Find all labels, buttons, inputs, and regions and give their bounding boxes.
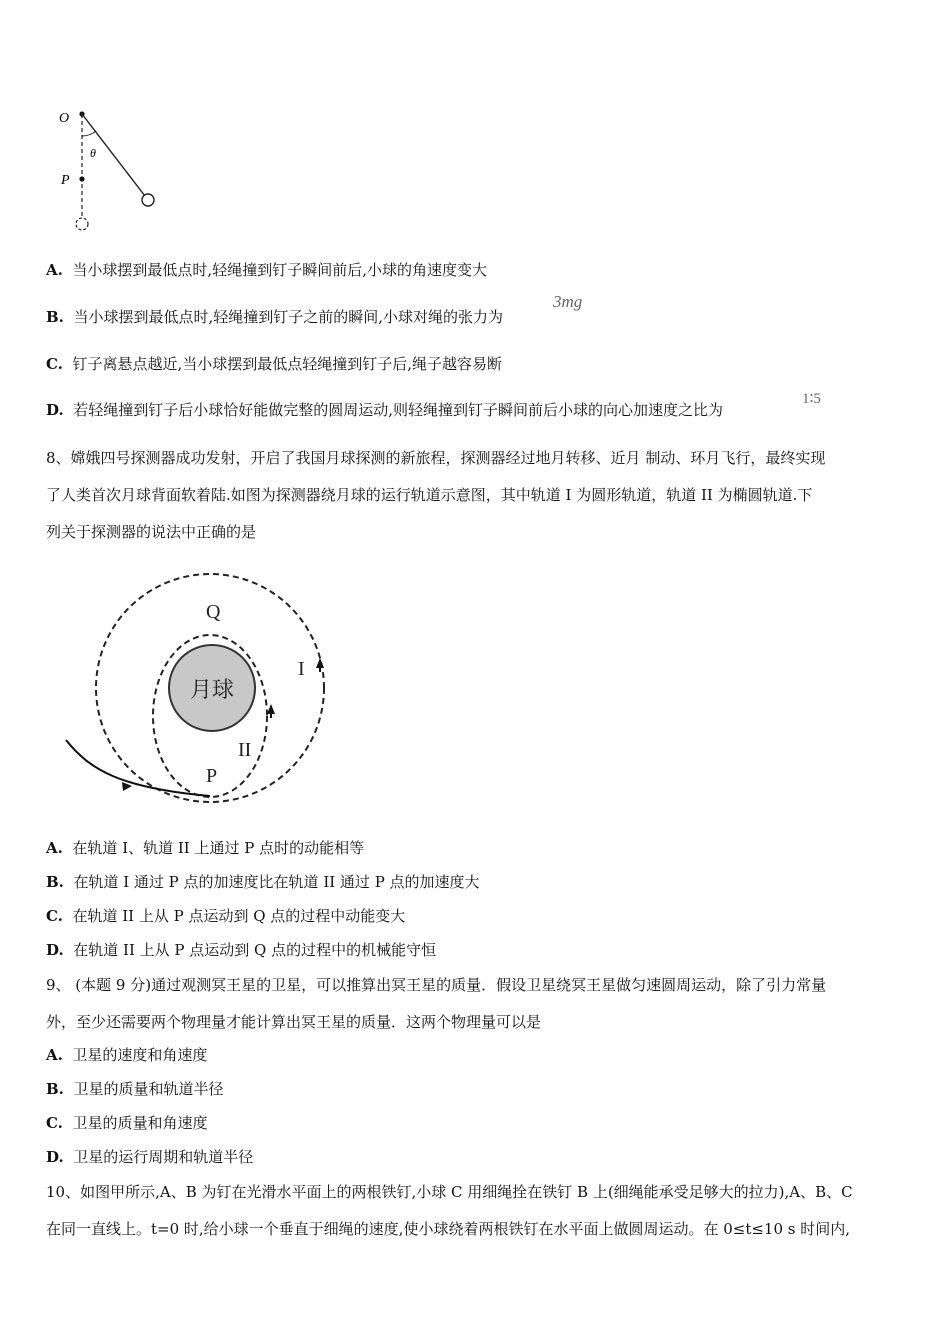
q8-option-a: A. 在轨道 I、轨道 II 上通过 P 点时的动能相等 — [46, 839, 365, 857]
q8-option-c: C. 在轨道 II 上从 P 点运动到 Q 点的过程中动能变大 — [46, 907, 406, 925]
q8-stem-line-2: 了人类首次月球背面软着陆.如图为探测器绕月球的运行轨道示意图，其中轨道 I 为圆形轨道，轨道 II 为椭圆轨道.下 — [46, 486, 813, 504]
q9-option-a-text: 卫星的速度和角速度 — [72, 1046, 208, 1064]
q7-option-a-text: 当小球摆到最低点时,轻绳撞到钉子瞬间前后,小球的角速度变大 — [72, 261, 487, 279]
label-theta: θ — [90, 146, 96, 160]
q9-option-d: D. 卫星的运行周期和轨道半径 — [46, 1148, 254, 1166]
q7-option-c: C. 钉子离悬点越近,当小球摆到最低点轻绳撞到钉子后,绳子越容易断 — [46, 355, 502, 373]
label-i: I — [298, 658, 305, 680]
q7-option-b: B. 当小球摆到最低点时,轻绳撞到钉子之前的瞬间,小球对绳的张力为 — [46, 308, 503, 326]
label-q: Q — [206, 601, 221, 623]
q9-stem-line-1: 9、 (本题 9 分)通过观测冥王星的卫星，可以推算出冥王星的质量．假设卫星绕冥王星做匀速圆周运动，除了引力常量 — [46, 976, 827, 994]
label-ii: II — [238, 739, 252, 761]
approach-trajectory — [66, 740, 210, 796]
q7-option-d: D. 若轻绳撞到钉子后小球恰好能做完整的圆周运动,则轻绳撞到钉子瞬间前后小球的向心加速度之比为 — [46, 401, 724, 419]
q9-option-a: A. 卫星的速度和角速度 — [46, 1046, 208, 1064]
q7-option-b-math: 3mg — [553, 292, 583, 311]
q9-stem-line-2: 外，至少还需要两个物理量才能计算出冥王星的质量．这两个物理量可以是 — [46, 1013, 542, 1031]
q9-option-b-text: 卫星的质量和轨道半径 — [73, 1080, 224, 1098]
q7-option-a: A. 当小球摆到最低点时,轻绳撞到钉子瞬间前后,小球的角速度变大 — [46, 261, 487, 279]
q7-option-c-text: 钉子离悬点越近,当小球摆到最低点轻绳撞到钉子后,绳子越容易断 — [72, 355, 502, 373]
pendulum-figure — [55, 100, 175, 240]
label-p: P — [206, 765, 218, 787]
q8-option-b-text: 在轨道 I 通过 P 点的加速度比在轨道 II 通过 P 点的加速度大 — [73, 873, 480, 891]
label-o: O — [59, 111, 70, 126]
q9-option-c-text: 卫星的质量和角速度 — [72, 1114, 208, 1132]
q8-option-d-text: 在轨道 II 上从 P 点运动到 Q 点的过程中的机械能守恒 — [73, 941, 437, 959]
q10-stem-line-1: 10、如图甲所示,A、B 为钉在光滑水平面上的两根铁钉,小球 C 用细绳拴在铁钉 B 上(细绳能承受足够大的拉力),A、B、C — [46, 1183, 853, 1201]
label-p: P — [61, 173, 70, 188]
q7-option-b-text: 当小球摆到最低点时,轻绳撞到钉子之前的瞬间,小球对绳的张力为 — [73, 308, 503, 326]
q8-option-b: B. 在轨道 I 通过 P 点的加速度比在轨道 II 通过 P 点的加速度大 — [46, 873, 480, 891]
q8-stem-line-3: 列关于探测器的说法中正确的是 — [46, 523, 257, 541]
ball-lowest-position — [76, 218, 88, 230]
q9-option-c: C. 卫星的质量和角速度 — [46, 1114, 208, 1132]
q9-option-b: B. 卫星的质量和轨道半径 — [46, 1080, 224, 1098]
q7-option-d-text: 若轻绳撞到钉子后小球恰好能做完整的圆周运动,则轻绳撞到钉子瞬间前后小球的向心加速度之比为 — [73, 401, 724, 419]
q8-stem-line-1: 8、嫦娥四号探测器成功发射，开启了我国月球探测的新旅程，探测器经过地月转移、近月 制动、环月飞行，最终实现 — [46, 449, 826, 467]
nail-point — [79, 176, 84, 181]
q8-option-a-text: 在轨道 I、轨道 II 上通过 P 点时的动能相等 — [72, 839, 365, 857]
q9-option-d-text: 卫星的运行周期和轨道半径 — [73, 1148, 254, 1166]
moon-label: 月球 — [189, 678, 235, 703]
ball — [142, 194, 154, 206]
q8-option-d: D. 在轨道 II 上从 P 点运动到 Q 点的过程中的机械能守恒 — [46, 941, 437, 959]
q7-option-d-math: 1∶5 — [802, 391, 821, 407]
orbit-figure — [60, 560, 350, 810]
q8-option-c-text: 在轨道 II 上从 P 点运动到 Q 点的过程中动能变大 — [72, 907, 406, 925]
q10-stem-line-2: 在同一直线上。t=0 时,给小球一个垂直于细绳的速度,使小球绕着两根铁钉在水平面上做圆周运动。在 0≤t≤10 s 时间内, — [46, 1220, 851, 1238]
angle-arc — [82, 131, 96, 136]
